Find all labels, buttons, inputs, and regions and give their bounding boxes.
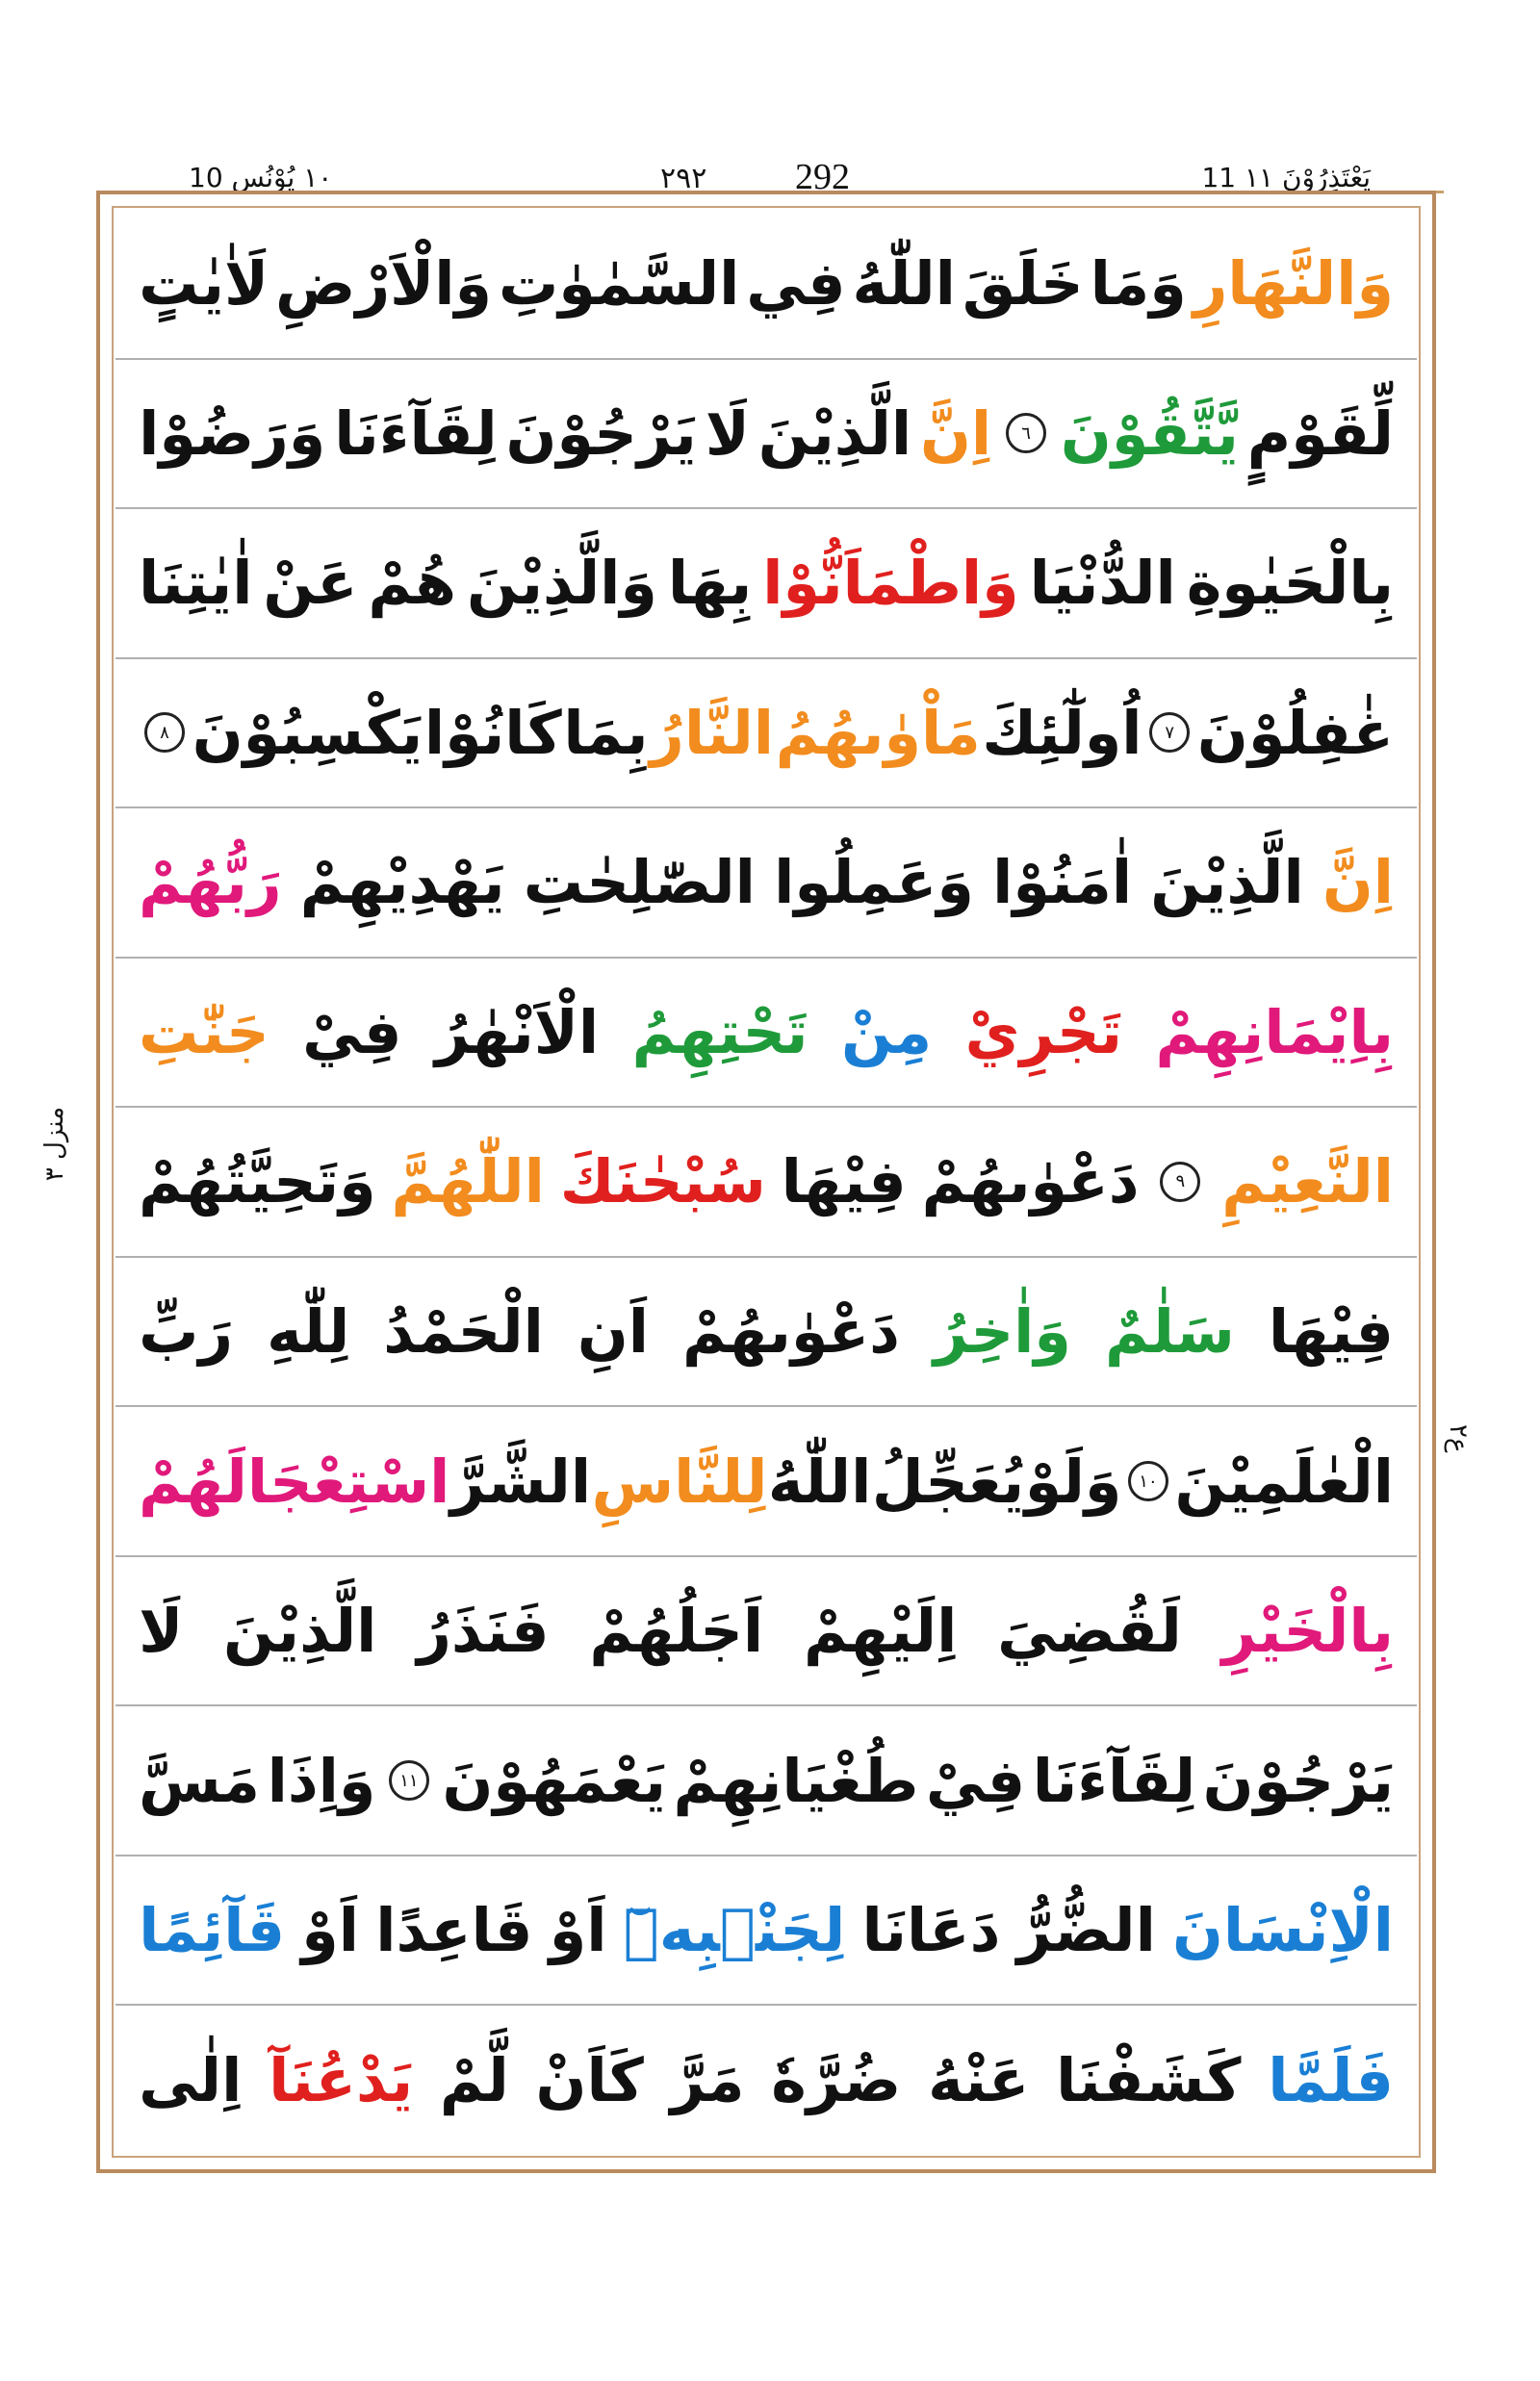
verse-line-13 [116, 2006, 1417, 2154]
verse-word: لَّمْ [439, 2044, 509, 2115]
verse-word: دَعْوٰىهُمْ [682, 1295, 900, 1367]
verse-word: اسْتِعْجَالَهُمْ [139, 1446, 450, 1517]
verse-word: مَرَّ [670, 2044, 745, 2115]
verse-line-8 [116, 1258, 1417, 1408]
verse-word: يَكْسِبُوْنَ [192, 697, 424, 768]
page-frame-inner [112, 206, 1421, 2158]
verse-word: وَالَّذِيْنَ [466, 548, 657, 619]
verse-word: اللّٰهُمَّ [391, 1146, 545, 1217]
verse-word: لِلّٰهِ [267, 1295, 350, 1367]
verse-line-5 [116, 808, 1417, 959]
verse-word: سَلٰمٌ [1104, 1295, 1235, 1367]
verse-word: الْاِنْسَانَ [1172, 1895, 1394, 1966]
verse-word: يَرْجُوْنَ [1202, 1745, 1394, 1816]
verse-word: لِقَآءَنَا [1032, 1745, 1196, 1816]
verse-word: لَا [139, 1596, 184, 1667]
verse-word: جَنّٰتِ [139, 996, 270, 1067]
verse-word: لِلنَّاسِ [591, 1446, 768, 1517]
verse-word: تَجْرِيْ [964, 996, 1122, 1067]
surah-name: ١٠ يُوْنُس 10 [183, 162, 338, 193]
verse-word: اَوْ [301, 1895, 360, 1966]
verse-word: وَاِذَا [267, 1745, 376, 1816]
verse-word: الْاَنْهٰرُ [434, 996, 600, 1067]
verse-word: يَهْدِيْهِمْ [299, 847, 505, 918]
verse-word: كَانُوْا [424, 697, 562, 768]
verse-word: الْحَمْدُ [383, 1295, 544, 1367]
verse-word: مَسَّ [139, 1745, 261, 1816]
verse-word: اللّٰهُ [767, 1446, 872, 1517]
ayah-marker: ١١ [389, 1760, 429, 1801]
verse-word: بِالْخَيْرِ [1221, 1596, 1394, 1667]
verse-word: وَرَضُوْا [139, 397, 326, 469]
verse-word: ضُرَّهٗ [771, 2044, 902, 2115]
page-number: 292 [789, 156, 856, 198]
verse-word: هُمْ [368, 548, 457, 619]
verse-word: الشَّرَّ [449, 1446, 592, 1517]
verse-word: يَرْجُوْنَ [505, 397, 697, 469]
verse-word: لَقُضِيَ [997, 1596, 1182, 1667]
verse-word: الضُّرُّ [1016, 1895, 1156, 1966]
verse-word: اُولٰٓئِكَ [982, 697, 1142, 768]
verse-line-2 [116, 360, 1417, 510]
verse-word: وَالنَّهَارِ [1193, 248, 1394, 320]
verse-word: فَلَمَّا [1268, 2044, 1394, 2115]
verse-line-12 [116, 1856, 1417, 2007]
verse-word: سُبْحٰنَكَ [559, 1146, 766, 1217]
verse-word: فِي [746, 248, 846, 320]
page-frame [96, 191, 1436, 2173]
verse-word: فِيْ [302, 996, 402, 1067]
verse-word: الْعٰلَمِيْنَ [1174, 1446, 1394, 1517]
verse-line-10 [116, 1557, 1417, 1707]
verse-word: فِيْ [925, 1745, 1026, 1816]
verse-word: بِالْحَيٰوةِ [1186, 548, 1394, 619]
verse-word: وَعَمِلُوا [774, 847, 974, 918]
verse-word: عَنْ [263, 548, 358, 619]
verse-word: لِقَآءَنَا [334, 397, 498, 469]
verse-word: تَحْتِهِمُ [631, 996, 808, 1067]
verse-line-9 [116, 1407, 1417, 1557]
ayah-marker: ٦ [1006, 413, 1046, 453]
verse-word: يَّتَّقُوْنَ [1060, 397, 1239, 469]
verse-word: الَّذِيْنَ [1150, 847, 1304, 918]
verse-word: بِهَا [667, 548, 753, 619]
verse-lines [116, 210, 1417, 2154]
verse-word: السَّمٰوٰتِ [499, 248, 740, 320]
verse-word: لَاٰيٰتٍ [139, 248, 270, 320]
ayah-marker: ٨ [144, 712, 185, 753]
verse-word: رَبِّ [139, 1295, 234, 1367]
verse-word: وَاٰخِرُ [933, 1295, 1071, 1367]
verse-word: الدُّنْيَا [1029, 548, 1176, 619]
verse-word: اٰمَنُوْا [992, 847, 1133, 918]
verse-word: رَبُّهُمْ [139, 847, 282, 918]
verse-word: اِنَّ [1322, 847, 1394, 918]
verse-word: الَّذِيْنَ [757, 397, 912, 469]
manzil-note: منزل ٣ [40, 1107, 69, 1182]
verse-word: غٰفِلُوْنَ [1196, 697, 1394, 768]
verse-word: دَعْوٰىهُمْ [921, 1146, 1140, 1217]
verse-line-1 [116, 210, 1417, 360]
verse-word: اٰيٰتِنَا [139, 548, 253, 619]
juz-name: 11 يَعْتَذِرُوْنَ ١١ [1195, 162, 1376, 193]
verse-word: الصّٰلِحٰتِ [523, 847, 756, 918]
verse-word: دَعَانَا [861, 1895, 1001, 1966]
verse-word: اللّٰهُ [852, 248, 956, 320]
verse-word: اَجَلُهُمْ [589, 1596, 764, 1667]
ayah-marker: ٧ [1149, 712, 1190, 753]
verse-word: كَاَنْ [535, 2044, 644, 2115]
verse-line-11 [116, 1706, 1417, 1856]
verse-line-6 [116, 959, 1417, 1109]
verse-word: خَلَقَ [962, 248, 1084, 320]
verse-line-3 [116, 509, 1417, 659]
verse-word: طُغْيَانِهِمْ [673, 1745, 919, 1816]
verse-word: فِيْهَا [781, 1146, 907, 1217]
verse-word: مِنْ [840, 996, 933, 1067]
verse-word: يَدْعُنَآ [269, 2044, 414, 2115]
verse-word: اِلَيْهِمْ [803, 1596, 958, 1667]
verse-word: لِجَنْۢبِهٖٓ [623, 1895, 846, 1966]
verse-line-7 [116, 1108, 1417, 1258]
verse-word: اَنِ [577, 1295, 650, 1367]
verse-word: وَالْاَرْضِ [275, 248, 493, 320]
verse-word: كَشَفْنَا [1056, 2044, 1242, 2115]
verse-word: لِّقَوْمٍ [1246, 397, 1394, 469]
ayah-marker: ٩ [1160, 1162, 1200, 1202]
verse-word: قَاعِدًا [375, 1895, 533, 1966]
verse-word: وَلَوْ [1024, 1446, 1122, 1517]
verse-word: يَعْمَهُوْنَ [442, 1745, 667, 1816]
verse-word: فَنَذَرُ [417, 1596, 550, 1667]
verse-word: النَّعِيْمِ [1221, 1146, 1394, 1217]
verse-word: الَّذِيْنَ [223, 1596, 377, 1667]
verse-word: يُعَجِّلُ [871, 1446, 1025, 1517]
verse-word: عَنْهُ [928, 2044, 1030, 2115]
verse-word: فِيْهَا [1268, 1295, 1394, 1367]
verse-word: بِمَا [563, 697, 649, 768]
verse-line-4 [116, 659, 1417, 809]
verse-word: وَمَا [1090, 248, 1187, 320]
verse-word: مَاْوٰىهُمُ [775, 697, 981, 768]
verse-word: وَتَحِيَّتُهُمْ [139, 1146, 376, 1217]
verse-word: اَوْ [549, 1895, 607, 1966]
verse-word: قَآئِمًا [139, 1895, 286, 1966]
verse-word: لَا [705, 397, 750, 469]
verse-word: النَّارُ [650, 697, 774, 768]
verse-word: وَاطْمَاَنُّوْا [762, 548, 1019, 619]
page-number-arabic: ٢٩٢ [654, 162, 712, 195]
ruku-note: ع٢ [1444, 1424, 1473, 1453]
verse-word: اِلٰى [139, 2044, 243, 2115]
verse-word: بِاِيْمَانِهِمْ [1155, 996, 1394, 1067]
verse-word: اِنَّ [920, 397, 992, 469]
ayah-marker: ١٠ [1128, 1461, 1168, 1501]
